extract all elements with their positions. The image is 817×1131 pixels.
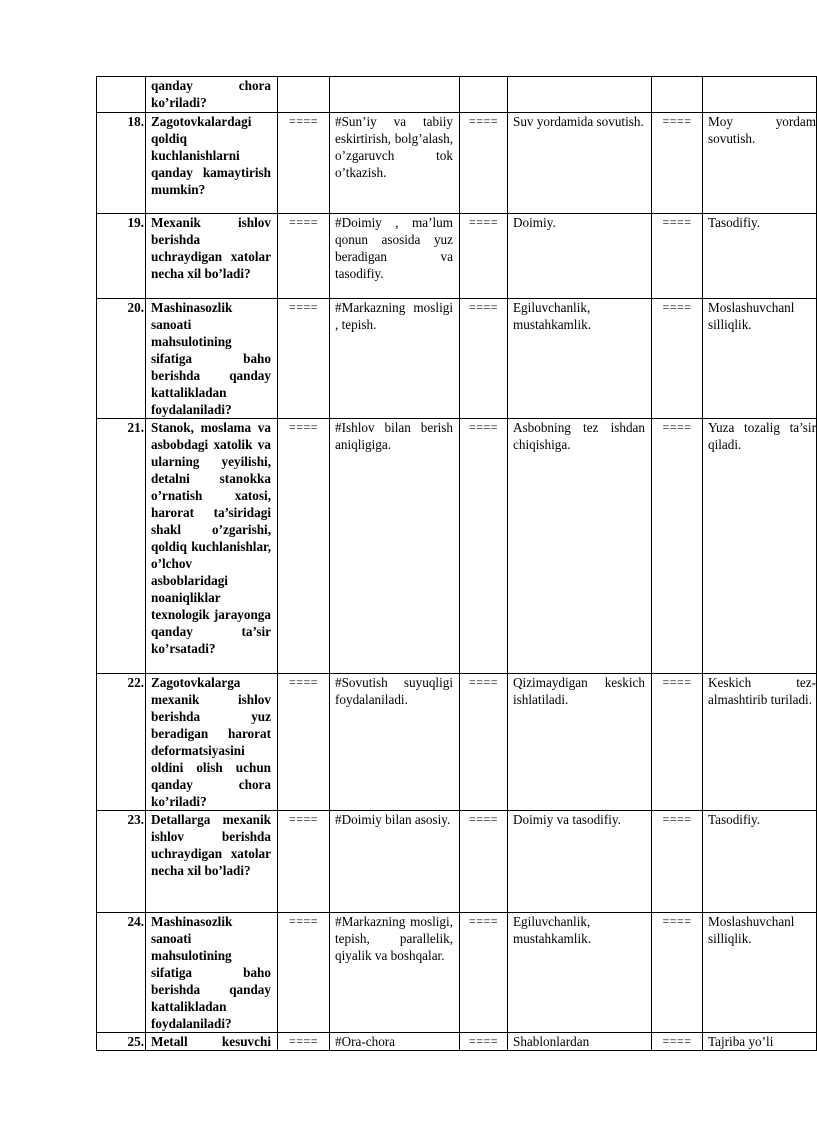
table-row [97, 1033, 817, 1051]
separator-cell: ==== [652, 299, 703, 419]
question-cell: Metall kesuvchi [146, 1033, 278, 1051]
answer-option-3: Keskich tez-almashtirib turiladi. [703, 674, 817, 811]
answer-correct: #Ishlov bilan berish aniqligiga. [330, 419, 460, 674]
table-row [97, 419, 817, 674]
separator-cell: ==== [278, 113, 330, 214]
separator-cell: ==== [460, 113, 508, 214]
separator-cell: ==== [278, 419, 330, 674]
answer-option-2: Qizimaydigan keskich ishlatiladi. [508, 674, 652, 811]
answer-option-2: Asbobning tez ishdan chiqishiga. [508, 419, 652, 674]
answer-option-3 [703, 77, 817, 113]
row-number: 24. [97, 913, 146, 1033]
answer-correct: #Sun’iy va tabiiy eskirtirish, bolg’alash, o’zgaruvch tok o’tkazish. [330, 113, 460, 214]
question-cell: Zagotovkalardagi qoldiq kuchlanishlarni qanday kamaytirish mumkin? [146, 113, 278, 214]
separator-cell [278, 77, 330, 113]
answer-option-3: Moslashuvchanl silliqlik. [703, 299, 817, 419]
question-cell: Zagotovkalarga mexanik ishlov berishda yuz beradigan harorat deformatsiyasini oldini olish uchun qanday chora ko’riladi? [146, 674, 278, 811]
table-row [97, 77, 817, 113]
answer-correct: #Ora-chora [330, 1033, 460, 1051]
separator-cell: ==== [652, 811, 703, 913]
table-row [97, 811, 817, 913]
separator-cell: ==== [460, 811, 508, 913]
separator-cell: ==== [460, 1033, 508, 1051]
answer-correct: #Markazning mosligi , tepish. [330, 299, 460, 419]
question-table [96, 76, 817, 1051]
table-row [97, 913, 817, 1033]
separator-cell: ==== [652, 113, 703, 214]
answer-option-2: Doimiy. [508, 214, 652, 299]
answer-correct: #Markazning mosligi, tepish, parallelik, qiyalik va boshqalar. [330, 913, 460, 1033]
answer-option-3: Moy yordam sovutish. [703, 113, 817, 214]
row-number: 21. [97, 419, 146, 674]
answer-option-2: Egiluvchanlik, mustahkamlik. [508, 299, 652, 419]
separator-cell: ==== [460, 674, 508, 811]
row-number [97, 77, 146, 113]
separator-cell: ==== [460, 214, 508, 299]
answer-option-3: Tajriba yo’li [703, 1033, 817, 1051]
table-row [97, 214, 817, 299]
row-number: 22. [97, 674, 146, 811]
separator-cell: ==== [652, 419, 703, 674]
answer-option-3: Tasodifiy. [703, 214, 817, 299]
answer-option-2 [508, 77, 652, 113]
table-row [97, 113, 817, 214]
answer-option-2: Egiluvchanlik, mustahkamlik. [508, 913, 652, 1033]
row-number: 20. [97, 299, 146, 419]
separator-cell: ==== [652, 913, 703, 1033]
answer-option-3: Yuza tozalig ta’sir qiladi. [703, 419, 817, 674]
answer-option-2: Doimiy va tasodifiy. [508, 811, 652, 913]
table-row [97, 299, 817, 419]
answer-option-2: Shablonlardan [508, 1033, 652, 1051]
answer-option-3: Moslashuvchanl silliqlik. [703, 913, 817, 1033]
answer-correct: #Sovutish suyuqligi foydalaniladi. [330, 674, 460, 811]
separator-cell [460, 77, 508, 113]
separator-cell: ==== [278, 913, 330, 1033]
answer-option-3: Tasodifiy. [703, 811, 817, 913]
answer-correct: #Doimiy , ma’lum qonun asosida yuz beradigan va tasodifiy. [330, 214, 460, 299]
table-row [97, 674, 817, 811]
answer-correct [330, 77, 460, 113]
separator-cell: ==== [652, 1033, 703, 1051]
separator-cell: ==== [460, 913, 508, 1033]
row-number: 19. [97, 214, 146, 299]
question-cell: Mashinasozlik sanoati mahsulotining sifatiga baho berishda qanday kattalikladan foydalaniladi? [146, 299, 278, 419]
separator-cell: ==== [652, 214, 703, 299]
document-page [96, 76, 816, 1051]
separator-cell: ==== [460, 419, 508, 674]
separator-cell [652, 77, 703, 113]
row-number: 25. [97, 1033, 146, 1051]
separator-cell: ==== [278, 214, 330, 299]
question-cell: qanday chora ko’riladi? [146, 77, 278, 113]
separator-cell: ==== [278, 1033, 330, 1051]
answer-correct: #Doimiy bilan asosiy. [330, 811, 460, 913]
separator-cell: ==== [278, 674, 330, 811]
question-cell: Stanok, moslama va asbobdagi xatolik va ularning yeyilishi, detalni stanokka o’rnatish xatosi, harorat ta’siridagi shakl o’zgarishi, qoldiq kuchlanishlar, o’lchov asboblaridagi noaniqliklar texnologik jarayonga qanday ta’sir ko’rsatadi? [146, 419, 278, 674]
separator-cell: ==== [652, 674, 703, 811]
separator-cell: ==== [460, 299, 508, 419]
question-cell: Detallarga mexanik ishlov berishda uchraydigan xatolar necha xil bo’ladi? [146, 811, 278, 913]
row-number: 18. [97, 113, 146, 214]
question-cell: Mexanik ishlov berishda uchraydigan xatolar necha xil bo’ladi? [146, 214, 278, 299]
table-body [97, 77, 817, 1051]
answer-option-2: Suv yordamida sovutish. [508, 113, 652, 214]
separator-cell: ==== [278, 299, 330, 419]
question-cell: Mashinasozlik sanoati mahsulotining sifatiga baho berishda qanday kattalikladan foydalaniladi? [146, 913, 278, 1033]
separator-cell: ==== [278, 811, 330, 913]
row-number: 23. [97, 811, 146, 913]
